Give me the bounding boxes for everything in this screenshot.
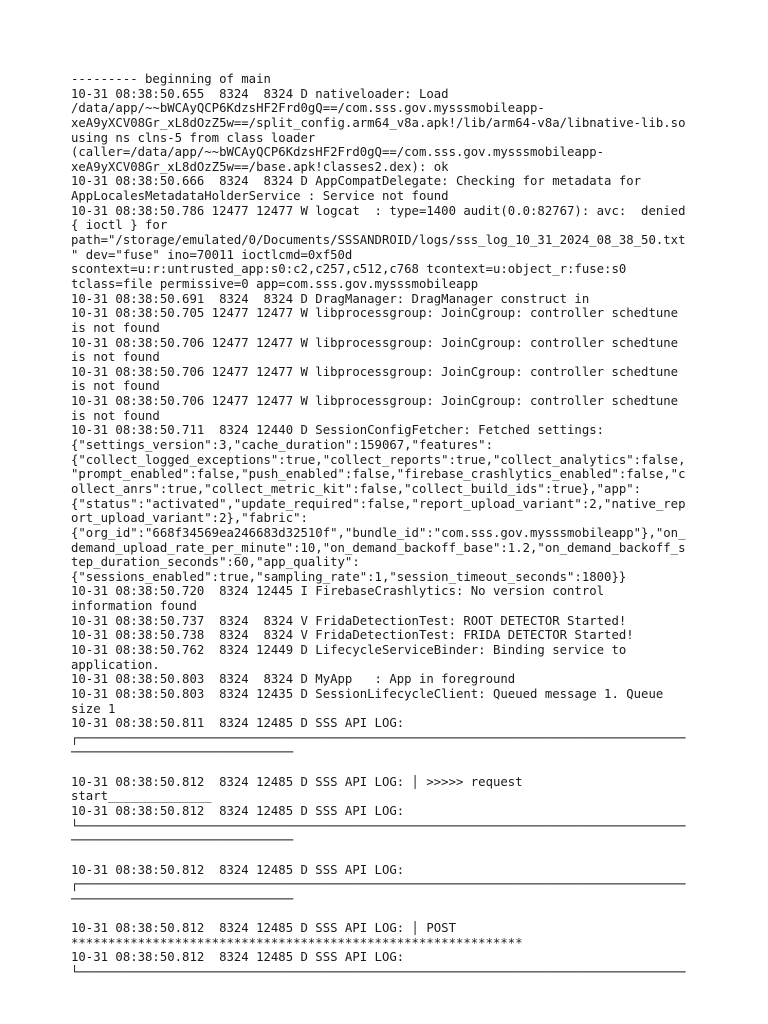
log-line: AppLocalesMetadataHolderService : Service not found: [71, 189, 449, 204]
log-line: 10-31 08:38:50.812 8324 12485 D SSS API LOG:: [71, 862, 405, 877]
log-line: 10-31 08:38:50.812 8324 12485 D SSS API LOG:: [71, 950, 405, 965]
log-line: 10-31 08:38:50.786 12477 12477 W logcat : type=1400 audit(0.0:82767): avc: denied: [71, 203, 686, 218]
log-line: 10-31 08:38:50.706 12477 12477 W libprocessgroup: JoinCgroup: controller schedtune: [71, 335, 679, 350]
log-line: {"status":"activated","update_required":false,"report_upload_variant":2,"native_rep: [71, 496, 686, 511]
log-line: xeA9yXCV08Gr_xL8dOzZ5w==/base.apk!classes2.dex): ok: [71, 159, 449, 174]
log-line: 10-31 08:38:50.812 8324 12485 D SSS API LOG:: [71, 804, 405, 819]
log-line: ┌──────────────────────────────────────────────────────────────────────────────────: [71, 730, 686, 745]
log-line: information found: [71, 599, 197, 614]
log-line: 10-31 08:38:50.666 8324 8324 D AppCompatDelegate: Checking for metadata for: [71, 174, 642, 189]
log-line: {"org_id":"668f34569ea246683d32510f","bundle_id":"com.sss.gov.mysssmobileapp"},"on_: [71, 525, 686, 540]
log-line: ┌──────────────────────────────────────────────────────────────────────────────────: [71, 877, 686, 892]
log-line: 10-31 08:38:50.705 12477 12477 W libprocessgroup: JoinCgroup: controller schedtune: [71, 306, 679, 321]
log-line: └──────────────────────────────────────────────────────────────────────────────────: [71, 965, 686, 980]
log-line: 10-31 08:38:50.691 8324 8324 D DragManager: DragManager construct in: [71, 291, 590, 306]
log-line: 10-31 08:38:50.737 8324 8324 V FridaDetectionTest: ROOT DETECTOR Started!: [71, 613, 627, 628]
log-line: is not found: [71, 379, 160, 394]
log-line: ──────────────────────────────: [71, 891, 294, 906]
log-line: scontext=u:r:untrusted_app:s0:c2,c257,c512,c768 tcontext=u:object_r:fuse:s0: [71, 262, 627, 277]
log-line: 10-31 08:38:50.711 8324 12440 D SessionConfigFetcher: Fetched settings:: [71, 423, 605, 438]
log-line: ──────────────────────────────: [71, 833, 294, 848]
log-line: is not found: [71, 408, 160, 423]
log-line: (caller=/data/app/~~bWCAyQCP6KdzsHF2Frd0gQ==/com.sss.gov.mysssmobileapp-: [71, 145, 605, 160]
log-line: application.: [71, 657, 160, 672]
log-line: size 1: [71, 701, 116, 716]
log-line: " dev="fuse" ino=70011 ioctlcmd=0xf50d: [71, 247, 353, 262]
log-text-block: [71, 72, 699, 980]
log-line: --------- beginning of main: [71, 72, 271, 86]
log-line: ort_upload_variant":2},"fabric":: [71, 511, 308, 526]
log-line: *************************************************************: [71, 935, 523, 950]
log-line: 10-31 08:38:50.803 8324 12435 D SessionLifecycleClient: Queued message 1. Queue: [71, 686, 664, 701]
log-line: 10-31 08:38:50.655 8324 8324 D nativeloader: Load: [71, 86, 449, 101]
log-line: xeA9yXCV08Gr_xL8dOzZ5w==/split_config.arm64_v8a.apk!/lib/arm64-v8a/libnative-lib.so: [71, 115, 686, 130]
log-line: tclass=file permissive=0 app=com.sss.gov.mysssmobileapp: [71, 276, 479, 291]
log-line: [71, 848, 699, 863]
log-line: using ns clns-5 from class loader: [71, 130, 316, 145]
log-line: {"settings_version":3,"cache_duration":159067,"features":: [71, 438, 493, 453]
document-page: [71, 72, 699, 980]
log-line: 10-31 08:38:50.812 8324 12485 D SSS API LOG: │ >>>>> request: [71, 774, 523, 789]
log-line: {"collect_logged_exceptions":true,"collect_reports":true,"collect_analytics":false,: [71, 452, 686, 467]
log-line: 10-31 08:38:50.738 8324 8324 V FridaDetectionTest: FRIDA DETECTOR Started!: [71, 628, 634, 643]
log-line: 10-31 08:38:50.803 8324 8324 D MyApp : App in foreground: [71, 672, 516, 687]
log-line: └──────────────────────────────────────────────────────────────────────────────────: [71, 818, 686, 833]
log-line: 10-31 08:38:50.706 12477 12477 W libprocessgroup: JoinCgroup: controller schedtune: [71, 364, 679, 379]
log-line: 10-31 08:38:50.762 8324 12449 D LifecycleServiceBinder: Binding service to: [71, 642, 627, 657]
log-line: "prompt_enabled":false,"push_enabled":false,"firebase_crashlytics_enabled":false,"c: [71, 467, 686, 482]
log-line: 10-31 08:38:50.812 8324 12485 D SSS API LOG: │ POST: [71, 921, 456, 936]
log-line: 10-31 08:38:50.706 12477 12477 W libprocessgroup: JoinCgroup: controller schedtune: [71, 394, 679, 409]
log-line: ollect_anrs":true,"collect_metric_kit":false,"collect_build_ids":true},"app":: [71, 481, 642, 496]
log-line: is not found: [71, 320, 160, 335]
log-line: tep_duration_seconds":60,"app_quality":: [71, 555, 360, 570]
log-line: ──────────────────────────────: [71, 745, 294, 760]
log-line: /data/app/~~bWCAyQCP6KdzsHF2Frd0gQ==/com.sss.gov.mysssmobileapp-: [71, 101, 545, 116]
log-line: [71, 907, 699, 922]
log-line: [71, 760, 699, 775]
log-line: demand_upload_rate_per_minute":10,"on_demand_backoff_base":1.2,"on_demand_backoff_s: [71, 540, 686, 555]
log-line: path="/storage/emulated/0/Documents/SSSANDROID/logs/sss_log_10_31_2024_08_38_50.txt: [71, 233, 686, 248]
log-line: {"sessions_enabled":true,"sampling_rate":1,"session_timeout_seconds":1800}}: [71, 569, 627, 584]
log-line: 10-31 08:38:50.720 8324 12445 I FirebaseCrashlytics: No version control: [71, 584, 605, 599]
log-line: start______________: [71, 789, 212, 804]
log-line: { ioctl } for: [71, 218, 168, 233]
log-line: 10-31 08:38:50.811 8324 12485 D SSS API LOG:: [71, 716, 405, 731]
log-line: is not found: [71, 350, 160, 365]
